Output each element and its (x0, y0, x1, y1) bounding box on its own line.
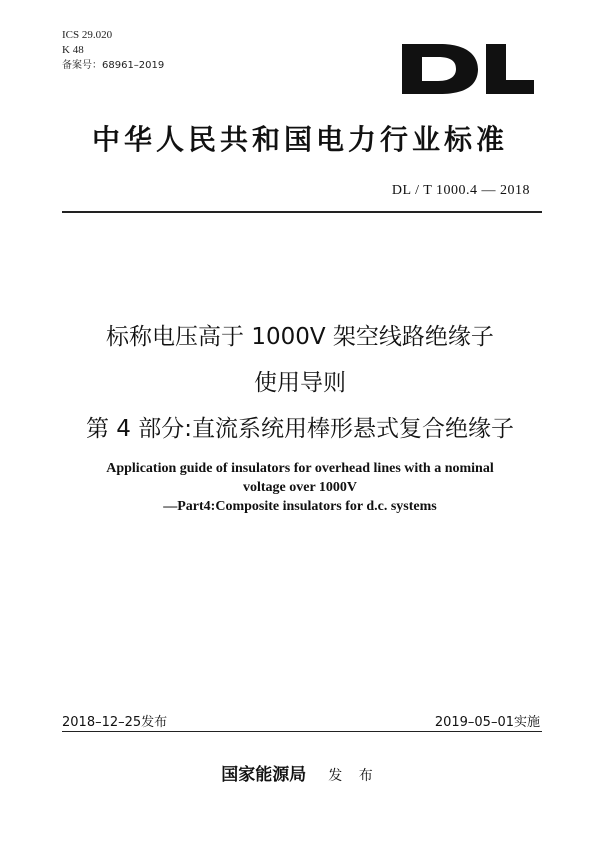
footer-divider (62, 731, 542, 732)
zh-title-line-1: 标称电压高于 1000V 架空线路绝缘子 (106, 324, 494, 350)
issuer-name: 国家能源局 (221, 765, 307, 785)
header-divider (62, 211, 542, 213)
record-number: 备案号：68961–2019 (62, 60, 165, 71)
zh-title-line-3: 第 4 部分:直流系统用棒形悬式复合绝缘子 (85, 416, 514, 442)
issuer-action: 发 布 (328, 768, 379, 784)
en-title-line-2: voltage over 1000V (242, 480, 358, 495)
ics-code: ICS 29.020 (62, 29, 113, 41)
en-title-line-1: Application guide of insulators for overhead lines with a nominal (106, 461, 494, 476)
en-title-line-3: —Part4:Composite insulators for d.c. systems (163, 499, 437, 514)
implementation-date: 2019–05–01实施 (434, 715, 540, 730)
standard-title: 中华人民共和国电力行业标准 (91, 123, 508, 156)
k-classification-code: K 48 (62, 44, 84, 56)
issue-date: 2018–12–25发布 (62, 715, 168, 730)
standard-number: DL / T 1000.4 — 2018 (391, 183, 530, 198)
zh-title-line-2: 使用导则 (254, 370, 346, 396)
dl-logo (398, 40, 538, 98)
issuer-line (0, 760, 600, 785)
